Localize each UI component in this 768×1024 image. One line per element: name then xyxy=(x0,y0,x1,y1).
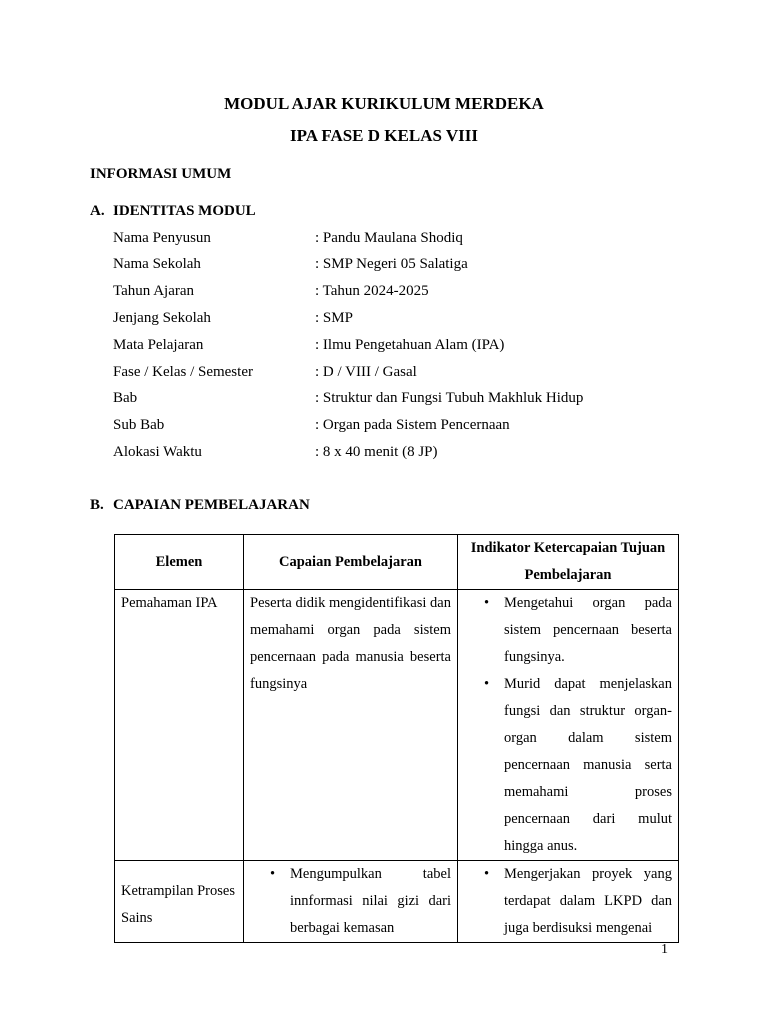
header-capaian: Capaian Pembelajaran xyxy=(244,535,458,590)
table-header-row xyxy=(115,535,679,590)
cell-elemen xyxy=(115,861,244,943)
list-item xyxy=(458,590,678,671)
capaian-list xyxy=(244,861,457,942)
identity-value: : Tahun 2024-2025 xyxy=(315,283,429,299)
capaian-table xyxy=(114,534,679,943)
cell-indikator xyxy=(458,590,679,861)
identity-label: Nama Penyusun xyxy=(113,230,211,246)
indikator-text: Mengetahui organ pada sistem pencernaan beserta fungsinya. xyxy=(504,595,672,665)
indikator-text: Mengerjakan proyek yang terdapat dalam LKPD dan juga berdisuksi mengenai xyxy=(504,866,672,936)
identity-value: : SMP xyxy=(315,310,353,326)
section-b-heading xyxy=(90,497,310,514)
bullet-icon: • xyxy=(484,595,490,611)
identity-label: Mata Pelajaran xyxy=(113,337,204,353)
table-row xyxy=(115,590,679,861)
elemen-text: Ketrampilan Proses Sains xyxy=(121,882,235,926)
identity-label: Fase / Kelas / Semester xyxy=(113,364,253,380)
list-item xyxy=(458,861,678,942)
document-title: MODUL AJAR KURIKULUM MERDEKA xyxy=(224,94,544,113)
cell-indikator xyxy=(458,861,679,943)
header-indikator: Indikator Ketercapaian Tujuan Pembelajaran xyxy=(458,535,679,590)
section-a-heading xyxy=(90,203,256,220)
cell-elemen xyxy=(115,590,244,861)
section-a-number: A. xyxy=(90,203,105,219)
identity-value: : SMP Negeri 05 Salatiga xyxy=(315,256,468,272)
table-row xyxy=(115,861,679,943)
identity-value: : Ilmu Pengetahuan Alam (IPA) xyxy=(315,337,505,353)
identity-label: Jenjang Sekolah xyxy=(113,310,211,326)
bullet-icon: • xyxy=(484,866,490,882)
identity-value: : D / VIII / Gasal xyxy=(315,364,417,380)
section-b-title: CAPAIAN PEMBELAJARAN xyxy=(113,497,310,513)
identity-value: : Organ pada Sistem Pencernaan xyxy=(315,417,510,433)
list-item xyxy=(458,671,678,860)
elemen-text: Pemahaman IPA xyxy=(121,595,218,611)
cell-capaian xyxy=(244,590,458,861)
identity-label: Alokasi Waktu xyxy=(113,444,202,460)
document-subtitle: IPA FASE D KELAS VIII xyxy=(290,126,478,145)
indikator-text: Murid dapat menjelaskan fungsi dan struktur organ-organ dalam sistem pencernaan manusia serta memahami proses pencernaan dari mulut hingga anus. xyxy=(504,676,672,854)
identity-value: : 8 x 40 menit (8 JP) xyxy=(315,444,438,460)
identity-value: : Pandu Maulana Shodiq xyxy=(315,230,463,246)
indikator-list xyxy=(458,861,678,942)
section-a-title: IDENTITAS MODUL xyxy=(113,203,256,219)
identity-label: Sub Bab xyxy=(113,417,165,433)
bullet-icon: • xyxy=(270,866,276,882)
capaian-text: Mengumpulkan tabel innformasi nilai gizi dari berbagai kemasan xyxy=(290,866,451,936)
list-item xyxy=(244,861,457,942)
identity-value: : Struktur dan Fungsi Tubuh Makhluk Hidup xyxy=(315,390,584,406)
bullet-icon: • xyxy=(484,676,490,692)
identity-label: Nama Sekolah xyxy=(113,256,201,272)
indikator-list xyxy=(458,590,678,860)
section-b-number: B. xyxy=(90,497,104,513)
page-number: 1 xyxy=(661,942,668,957)
identity-label: Tahun Ajaran xyxy=(113,283,195,299)
identity-label: Bab xyxy=(113,390,138,406)
capaian-text: Peserta didik mengidentifikasi dan memahami organ pada sistem pencernaan pada manusia beserta fungsinya xyxy=(250,595,451,692)
section-informasi-umum: INFORMASI UMUM xyxy=(90,166,232,182)
cell-capaian xyxy=(244,861,458,943)
header-elemen: Elemen xyxy=(115,535,244,590)
